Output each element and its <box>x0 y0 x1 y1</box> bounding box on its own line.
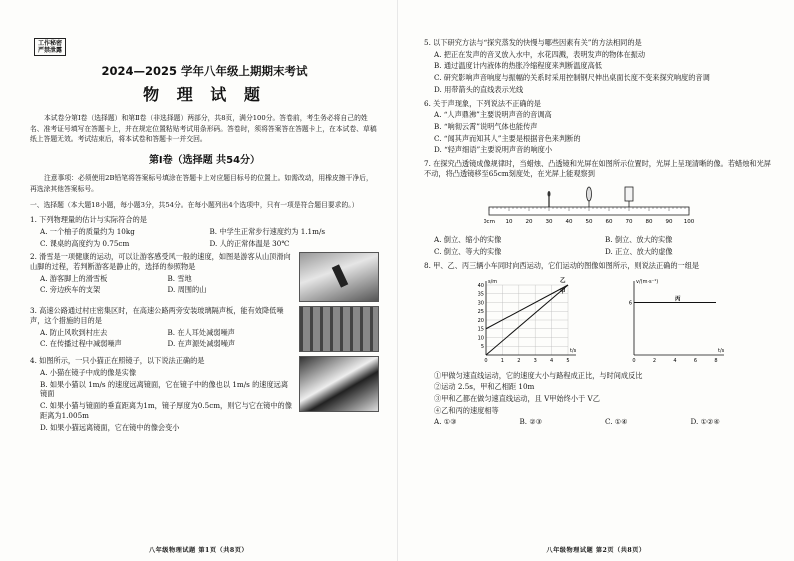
y-axis-label: s/m <box>488 278 498 285</box>
question-6 <box>424 99 776 156</box>
option-c: C. 如果小猫与镜面的垂直距离为1m，镜子厚度为0.5cm，则它与它在镜中的像距离为1.005m <box>40 401 292 420</box>
x-axis-label: t/s <box>718 347 725 354</box>
y-tick-label: 20 <box>477 317 484 324</box>
ruler-label: 50 <box>585 218 593 225</box>
v-t-graph <box>618 277 738 369</box>
question-4 <box>30 356 379 432</box>
option-b: B. 雪地 <box>167 273 192 283</box>
option-a: A. 游客脚上的滑雪板 <box>40 273 108 283</box>
ruler-label: 100 <box>683 218 694 225</box>
option-c: C. 课桌的高度约为 0.75cm <box>40 238 130 248</box>
x-axis-label: t/s <box>570 347 577 354</box>
options <box>30 274 295 295</box>
option-c: C. 旁边疾车的支架 <box>40 285 101 295</box>
statement-2: ②运动 2.5s，甲和乙相距 10m <box>434 382 535 392</box>
option-b: B. 如果小猫以 1m/s 的速度远离镜面，它在镜子中的像也以 1m/s 的速度远离镜面 <box>40 379 289 399</box>
ruler-label: 80 <box>645 218 653 225</box>
series-line <box>486 285 568 329</box>
series-label: 丙 <box>675 296 681 302</box>
y-tick-label: 15 <box>477 326 484 333</box>
x-tick-label: 5 <box>566 357 570 364</box>
y-tick-label: 5 <box>480 343 484 350</box>
statement-1: ①甲做匀速直线运动，它的速度大小与路程成正比，与时间成反比 <box>434 370 643 380</box>
question-stem: 6. 关于声现象，下列说法不正确的是 <box>424 98 541 108</box>
options <box>424 110 776 155</box>
notice-paragraph: 注意事项：必须使用2B铅笔将答案标号填涂在答题卡上对应题目标号的位置上。如需改动，用橡皮擦干净后，再选涂其他答案标号。 <box>30 174 373 193</box>
option-c: C. 在传播过程中减弱噪声 <box>40 339 122 349</box>
x-tick-label: 4 <box>673 357 677 364</box>
ruler-label: 10 <box>505 218 513 225</box>
ruler-label: 30 <box>545 218 553 225</box>
page-footer: 八年级物理试题 第2页（共8页） <box>546 546 646 554</box>
options <box>424 417 776 427</box>
statement-4: ④乙和丙的速度相等 <box>434 405 499 415</box>
question-2 <box>30 252 379 302</box>
option-c: C. ①④ <box>605 417 628 427</box>
y-tick-label: 25 <box>477 308 484 315</box>
x-tick-label: 4 <box>550 357 554 364</box>
y-tick-label: 30 <box>477 299 484 306</box>
option-a: A. 倒立、缩小的实像 <box>434 235 502 245</box>
options <box>30 227 379 248</box>
statements <box>424 371 776 416</box>
option-b: B. “响彻云霄”说明气体也能传声 <box>434 122 538 132</box>
convex-lens <box>587 187 592 207</box>
option-d: D. 用带箭头的直线表示光线 <box>434 84 524 94</box>
sound-barrier-photo <box>299 306 379 352</box>
x-tick-label: 8 <box>714 357 718 364</box>
x-tick-label: 0 <box>484 357 488 364</box>
option-b: B. 在人耳处减弱噪声 <box>167 327 235 337</box>
options <box>30 368 295 432</box>
y-axis-label: v/(m·s⁻¹) <box>636 278 659 285</box>
options <box>30 328 295 349</box>
options <box>424 235 776 256</box>
ruler-label: 0cm <box>484 218 495 225</box>
x-tick-label: 0 <box>632 357 636 364</box>
optical-bench-diagram <box>484 185 694 227</box>
question-1 <box>30 215 379 248</box>
question-stem: 5. 以下研究方法与“探究蒸发的快慢与哪些因素有关”的方法相同的是 <box>424 38 642 47</box>
intro-paragraph: 本试卷分第Ⅰ卷（选择题）和第Ⅱ卷（非选择题）两部分，共8页，满分100分。答卷前，考生务必将自己的姓名、准考证号填写在答题卡上，并在规定位置粘贴考试用条形码。答卷时，须将答案答在答题卡上，在本试卷、草稿纸上答题无效。考试结束后，将本试卷和答题卡一并交回。 <box>30 114 377 144</box>
series-label: 乙 <box>560 277 566 284</box>
page-footer: 八年级物理试题 第1页（共8页） <box>148 546 249 554</box>
ruler-label: 70 <box>625 218 633 225</box>
statement-3: ③甲和乙都在做匀速直线运动，且 V甲始终小于 V乙 <box>434 393 600 403</box>
option-a: A. 一个柚子的质量约为 10kg <box>40 226 135 236</box>
question-stem: 8. 甲、乙、丙三辆小车同时向西运动，它们运动的图像如图所示，则说法正确的一组是 <box>424 260 700 270</box>
ruler-label: 90 <box>665 218 673 225</box>
confidential-stamp: 工作秘密 严禁泄露 <box>34 38 66 56</box>
question-3 <box>30 306 379 352</box>
y-tick-label: 10 <box>477 334 484 341</box>
question-stem: 3. 高速公路通过村庄密集区时，在高速公路两旁安装玻璃隔声板，能有效降低噪声，这个措施的目的是 <box>30 306 284 326</box>
y-tick-label: 6 <box>628 299 632 306</box>
option-d: D. 在声源处减弱噪声 <box>167 339 236 349</box>
series-label: 甲 <box>560 288 566 295</box>
question-8 <box>424 261 776 427</box>
x-tick-label: 3 <box>533 357 537 364</box>
option-d: D. 如果小猫远离镜面，它在镜中的像会变小 <box>40 422 180 432</box>
section-1-heading: 一、选择题（本大题18小题，每小题3分，共54分。在每小题列出4个选项中，只有一项是符合题目要求的。） <box>30 201 359 210</box>
option-a: A. 防止风吹到村庄去 <box>40 327 108 337</box>
question-stem: 1. 下列物理量的估计与实际符合的是 <box>30 215 147 225</box>
x-tick-label: 2 <box>517 357 521 364</box>
question-5 <box>424 38 776 95</box>
question-stem: 4. 如图所示，一只小猫正在照镜子，以下说法正确的是 <box>30 356 205 366</box>
option-a: A. “人声鼎沸”主要说明声音的音调高 <box>434 110 552 120</box>
option-d: D. ①②④ <box>690 417 720 427</box>
subject-title: 物 理 试 题 <box>143 84 266 104</box>
question-stem: 2. 滑雪是一项健康的运动，可以让游客感受风一般的速度，如图是游客从山顶滑向山脚的过程，若判断游客是静止的，选择的参照物是 <box>30 252 291 272</box>
question-7 <box>424 159 776 257</box>
page-2 <box>397 0 794 561</box>
ruler-label: 60 <box>605 218 613 225</box>
option-a: A. ①③ <box>434 417 457 427</box>
option-d: D. 周围的山 <box>167 285 207 295</box>
skier-photo <box>299 252 379 302</box>
y-tick-label: 35 <box>477 291 484 298</box>
s-t-graph <box>470 277 590 369</box>
ruler-label: 40 <box>565 218 573 225</box>
option-c: C. 倒立、等大的实像 <box>434 247 502 257</box>
option-d: D. 人的正常体温是 30℃ <box>209 238 290 248</box>
x-tick-label: 2 <box>652 357 657 364</box>
option-c: C. 研究影响声音响度与振幅的关系时采用控制钢尺伸出桌面长度不变来探究响度的音调 <box>434 73 710 83</box>
x-tick-label: 1 <box>500 357 504 364</box>
option-b: B. 中学生正常步行速度约为 1.1m/s <box>209 226 326 236</box>
cat-mirror-photo <box>299 356 379 412</box>
y-tick-label: 40 <box>477 282 484 289</box>
option-d: D. “轻声细语”主要说明声音的响度小 <box>434 145 553 155</box>
options <box>424 50 776 95</box>
candle <box>548 191 551 207</box>
option-a: A. 小猫在镜子中成的像是实像 <box>40 368 137 378</box>
x-tick-label: 6 <box>693 357 698 364</box>
option-b: B. 通过温度计内液体的热胀冷缩程度来判断温度高低 <box>434 61 602 71</box>
light-screen <box>625 187 633 207</box>
option-d: D. 正立、放大的虚像 <box>605 247 673 257</box>
part-1-heading: 第Ⅰ卷（选择题 共54分） <box>148 154 261 166</box>
option-b: B. ②③ <box>519 417 543 427</box>
option-c: C. “闻其声而知其人”主要是根据音色来判断的 <box>434 133 581 143</box>
option-b: B. 倒立、放大的实像 <box>605 235 673 245</box>
ruler-label: 20 <box>525 218 533 225</box>
option-a: A. 把正在发声的音叉放入水中，水花四溅，表明发声的物体在振动 <box>434 49 646 59</box>
exam-title: 2024—2025 学年八年级上期期末考试 <box>101 64 308 78</box>
question-stem: 7. 在探究凸透镜成像规律时，当蜡烛、凸透镜和光屏在如图所示位置时，光屏上呈现清晰的像。若蜡烛和光屏不动，将凸透镜移至65cm刻度处，在光屏上能观察到 <box>424 159 771 178</box>
